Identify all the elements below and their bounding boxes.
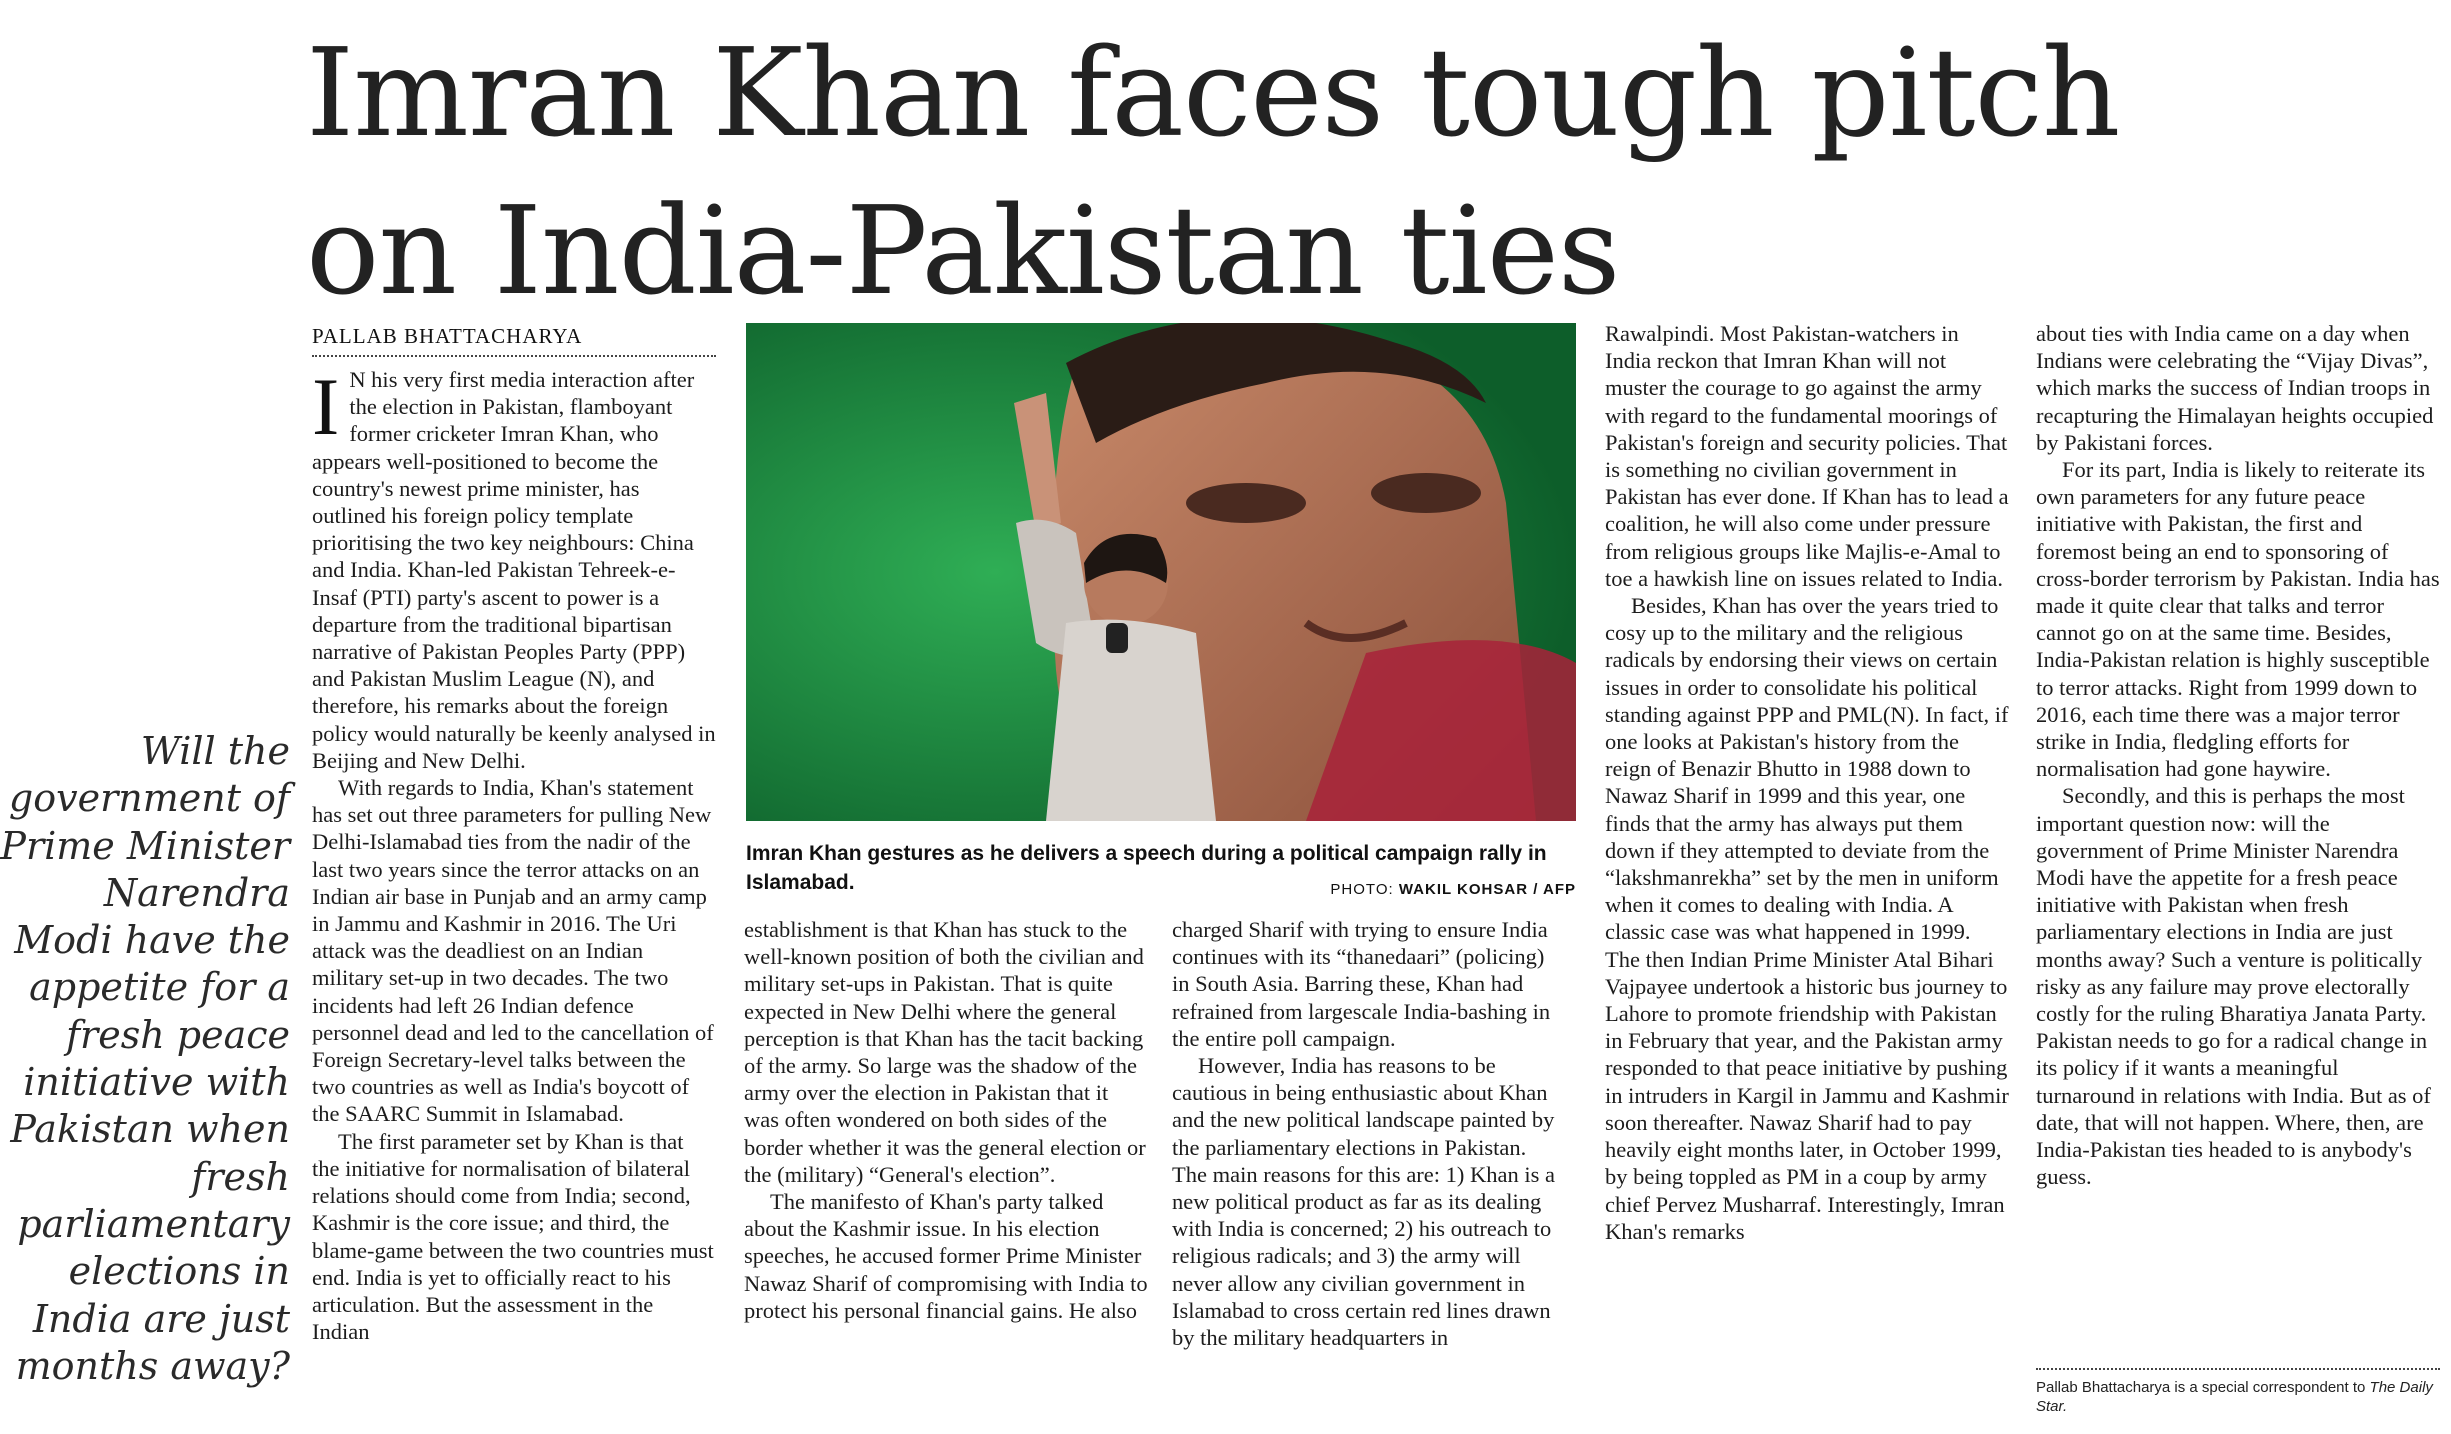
- article-paragraph: However, India has reasons to be cautious in being enthusiastic about Khan and the new political landscape painted by the parliamentary elections in Pakistan. The main reasons for this are: 1) Khan is a new political product as far as its dealing with India is concerned; 2) his outreach to religious radicals; and 3) the army will never allow any civilian government in Islamabad to cross certain red lines drawn by the military headquarters in: [1172, 1053, 1556, 1351]
- author-bio-publication: The Daily Star.: [2036, 1379, 2433, 1415]
- author-bio-text: Pallab Bhattacharya is a special correspondent to: [2036, 1379, 2366, 1396]
- article-column-3: [1172, 916, 1562, 1351]
- article-paragraph: I N his very first media interaction after the election in Pakistan, flamboyant former cricketer Imran Khan, who appears well-positioned to become the country's newest prime minister, has outlined his foreign policy template prioritising the two key neighbours: China and India. Khan-led Pakistan Tehreek-e-Insaf (PTI) party's ascent to power is a departure from the traditional bipartisan narrative of Pakistan Peoples Party (PPP) and Pakistan Muslim League (N), and therefore, his remarks about the foreign policy would naturally be keenly analysed in Beijing and New Delhi.: [312, 361, 716, 773]
- headline: [306, 14, 2306, 330]
- byline: PALLAB BHATTACHARYA: [312, 324, 716, 357]
- article-paragraph: charged Sharif with trying to ensure India continues with its “thanedaari” (policing) in South Asia. Barring these, Khan had refrained from largescale India-bashing in the entire poll campaign.: [1172, 917, 1551, 1051]
- article-paragraph: With regards to India, Khan's statement has set out three parameters for pulling New Delhi-Islamabad ties from the nadir of the last two years since the terror attacks on an Indian air base in Punjab and an army camp in Jammu and Kashmir in 2016. The Uri attack was the deadliest on an Indian military set-up in two decades. The two incidents had left 26 Indian defence personnel dead and led to the cancellation of Foreign Secretary-level talks between the two countries as well as India's boycott of the SAARC Summit in Islamabad.: [312, 775, 714, 1127]
- photo-credit-label: PHOTO:: [1330, 881, 1394, 898]
- article-paragraph: establishment is that Khan has stuck to the well-known position of both the civilian and military set-ups in Pakistan. That is quite expected in New Delhi where the general perception is that Khan has the tacit backing of the army. So large was the shadow of the army over the election in Pakistan that it was often wondered on both sides of the border whether it was the general election or the (military) “General's election”.: [744, 917, 1146, 1187]
- author-bio: [2036, 1368, 2440, 1416]
- article-column-4: [1605, 320, 2009, 1245]
- article-paragraph: Rawalpindi. Most Pakistan-watchers in India reckon that Imran Khan will not muster the courage to go against the army with regard to the fundamental moorings of Pakistan's foreign and security policies. That is something no civilian government in Pakistan has ever done. If Khan has to lead a coalition, he will also come under pressure from religious groups like Majlis-e-Amal to toe a hawkish line on issues related to India.: [1605, 321, 2009, 591]
- article-column-1: [312, 361, 716, 1345]
- article-paragraph: The manifesto of Khan's party talked about the Kashmir issue. In his election speeches, he accused former Prime Minister Nawaz Sharif of compromising with India to protect his personal financial gains. He also: [744, 1189, 1148, 1323]
- article-paragraph: The first parameter set by Khan is that the initiative for normalisation of bilateral relations should come from India; second, Kashmir is the core issue; and third, the blame-game between the two countries must end. India is yet to officially react to his articulation. But the assessment in the Indian: [312, 1128, 714, 1345]
- photo-credit: [1312, 881, 1576, 898]
- article-photo: [746, 323, 1576, 821]
- pull-quote: Will the government of Prime Minister Narendra Modi have the appetite for a fresh peace initiative with Pakistan when fresh parliamentary elections in India are just months away?: [0, 729, 290, 1388]
- article-paragraph: Secondly, and this is perhaps the most important question now: will the government of Prime Minister Narendra Modi have the appetite for a fresh peace initiative with Pakistan when fresh parliamentary elections in India are just months away? Such a venture is politically risky as any failure may prove electorally costly for the ruling Bharatiya Janata Party. Pakistan needs to go for a radical change in its policy if it wants a meaningful turnaround in relations with India. But as of date, that will not happen. Where, then, are India-Pakistan ties headed to is anybody's guess.: [2036, 783, 2431, 1190]
- photo-caption: Imran Khan gestures as he delivers a speech during a political campaign rally in Islamabad.: [746, 842, 1547, 894]
- headline-line-2: on India-Pakistan ties: [306, 180, 1620, 322]
- article-column-5: [2036, 320, 2440, 1191]
- drop-cap: I: [312, 361, 340, 452]
- article-paragraph: about ties with India came on a day when Indians were celebrating the “Vijay Divas”, which marks the success of Indian troops in recapturing the Himalayan heights occupied by Pakistani forces.: [2036, 321, 2434, 455]
- photo-credit-name: WAKIL KOHSAR / AFP: [1398, 881, 1576, 898]
- headline-line-1: Imran Khan faces tough pitch: [306, 22, 2120, 164]
- article-column-2: [744, 916, 1148, 1324]
- imran-khan-rally-photo-icon: [746, 323, 1576, 821]
- article-paragraph: Besides, Khan has over the years tried to cosy up to the military and the religious radicals by endorsing their views on certain issues in order to consolidate his political standing against PPP and PML(N). In fact, if one looks at Pakistan's history from the reign of Benazir Bhutto in 1988 down to Nawaz Sharif in 1999 and this year, one finds that the army has always put them down if they attempted to deviate from the “lakshmanrekha” set by the men in uniform when it comes to dealing with India. A classic case was what happened in 1999. The then Indian Prime Minister Atal Bihari Vajpayee undertook a historic bus journey to Lahore to promote friendship with Pakistan in February that year, and the Pakistan army responded to that peace initiative by pushing in intruders in Kargil in Jammu and Kashmir soon thereafter. Nawaz Sharif had to pay heavily eight months later, in October 1999, by being toppled as PM in a coup by army chief Pervez Musharraf. Interestingly, Imran Khan's remarks: [1605, 593, 2009, 1244]
- article-paragraph: For its part, India is likely to reiterate its own parameters for any future peace initiative with Pakistan, the first and foremost being an end to sponsoring of cross-border terrorism by Pakistan. India has made it quite clear that talks and terror cannot go on at the same time. Besides, India-Pakistan relation is highly susceptible to terror attacks. Right from 1999 down to 2016, each time there was a major terror strike in India, fledgling efforts for normalisation had gone haywire.: [2036, 457, 2440, 782]
